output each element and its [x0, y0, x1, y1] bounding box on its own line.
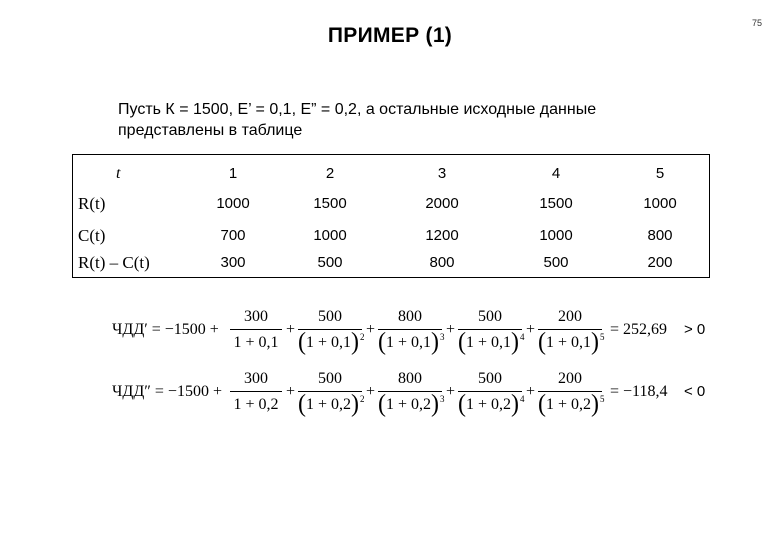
discount-rate: 0,1: [571, 334, 592, 351]
discount-rate: 0,2: [491, 396, 512, 413]
table-cell: 1200: [425, 227, 459, 244]
fraction-numerator: 800: [398, 308, 422, 325]
fraction-numerator: 500: [478, 370, 502, 387]
discount-rate: 0,1: [411, 334, 432, 351]
table-cell: 1000: [539, 227, 573, 244]
discount-rate: 0,2: [258, 396, 279, 413]
table-row: [72, 220, 710, 252]
page-title: ПРИМЕР (1): [327, 24, 453, 47]
table-cell: 200: [647, 254, 673, 271]
formula-result: = 252,69: [610, 321, 668, 338]
fraction: [298, 306, 365, 356]
header-cell: 2: [325, 165, 335, 182]
fraction-denominator: $(1 + 0,1)^5$: [538, 328, 605, 356]
fraction: [230, 368, 282, 418]
formula-lhs: ЧДД′ = −1500 +: [112, 321, 219, 338]
table-cell: 700: [220, 227, 246, 244]
discount-rate: 0,1: [331, 334, 352, 351]
header-cell: 4: [551, 165, 561, 182]
fraction: [538, 306, 605, 356]
formula-verdict: < 0: [684, 383, 706, 400]
fraction-numerator: 500: [318, 308, 342, 325]
row-label: C(t): [78, 226, 106, 245]
plus-sign: +: [446, 321, 456, 338]
discount-rate: 0,2: [411, 396, 432, 413]
exponent: 3: [440, 332, 445, 342]
formula-result: = −118,4: [610, 383, 668, 400]
fraction: [378, 306, 445, 356]
plus-sign: +: [366, 383, 376, 400]
plus-sign: +: [526, 321, 536, 338]
table-cell: 500: [543, 254, 569, 271]
exponent: 5: [600, 332, 605, 342]
fraction: [298, 368, 365, 418]
table-row: [72, 252, 710, 278]
formula-verdict: > 0: [684, 321, 706, 338]
table-cell: 1000: [216, 195, 250, 212]
table-header-row: [72, 158, 710, 190]
fraction-numerator: 200: [558, 308, 582, 325]
discount-rate: 0,1: [491, 334, 512, 351]
fraction-denominator: 1 + 0,2: [233, 396, 279, 413]
fraction: [458, 368, 525, 418]
page-number: 75: [751, 18, 762, 28]
header-cell: 3: [437, 165, 447, 182]
fraction-denominator: $(1 + 0,2)^3$: [378, 390, 445, 418]
table-cell: 300: [220, 254, 246, 271]
plus-sign: +: [286, 321, 296, 338]
fraction-denominator: $(1 + 0,1)^4$: [458, 328, 525, 356]
table-cell: 1000: [313, 227, 347, 244]
fraction-denominator: $(1 + 0,2)^5$: [538, 390, 605, 418]
fraction-bar: [230, 329, 282, 330]
table-cell: 500: [317, 254, 343, 271]
exponent: 4: [520, 332, 525, 342]
fraction-numerator: 200: [558, 370, 582, 387]
fraction: [230, 306, 282, 356]
row-label: R(t): [78, 194, 106, 213]
fraction-denominator: 1 + 0,1: [233, 334, 279, 351]
fraction-numerator: 800: [398, 370, 422, 387]
exponent: 5: [600, 394, 605, 404]
fraction: [538, 368, 605, 418]
exponent: 4: [520, 394, 525, 404]
fraction-denominator: $(1 + 0,2)^2$: [298, 390, 365, 418]
fraction-bar: [230, 391, 282, 392]
plus-sign: +: [286, 383, 296, 400]
discount-rate: 0,2: [331, 396, 352, 413]
plus-sign: +: [526, 383, 536, 400]
table-cell: 2000: [425, 195, 459, 212]
table-cell: 1000: [643, 195, 677, 212]
plus-sign: +: [446, 383, 456, 400]
plus-sign: +: [366, 321, 376, 338]
table-top-border: [72, 154, 710, 155]
header-cell: 5: [655, 165, 665, 182]
fraction: [458, 306, 525, 356]
fraction-denominator: $(1 + 0,2)^4$: [458, 390, 525, 418]
fraction-numerator: 300: [244, 308, 268, 325]
formula-lhs: ЧДД″ = −1500 +: [112, 383, 222, 400]
header-cell: 1: [228, 165, 238, 182]
fraction-numerator: 500: [318, 370, 342, 387]
exponent: 3: [440, 394, 445, 404]
fraction-denominator: $(1 + 0,1)^2$: [298, 328, 365, 356]
row-label: R(t) – C(t): [78, 253, 150, 272]
fraction-denominator: $(1 + 0,1)^3$: [378, 328, 445, 356]
table-cell: 1500: [313, 195, 347, 212]
exponent: 2: [360, 394, 365, 404]
table-cell: 800: [429, 254, 455, 271]
discount-rate: 0,1: [258, 334, 279, 351]
fraction-numerator: 500: [478, 308, 502, 325]
fraction: [378, 368, 445, 418]
table-row: [72, 188, 710, 220]
intro-text: Пусть К = 1500, Е’ = 0,1, Е” = 0,2, а остальные исходные данные представлены в таблице: [118, 101, 597, 139]
table-cell: 800: [647, 227, 673, 244]
exponent: 2: [360, 332, 365, 342]
discount-rate: 0,2: [571, 396, 592, 413]
data-table: [72, 154, 710, 278]
fraction-numerator: 300: [244, 370, 268, 387]
table-cell: 1500: [539, 195, 573, 212]
header-label: t: [116, 165, 121, 182]
